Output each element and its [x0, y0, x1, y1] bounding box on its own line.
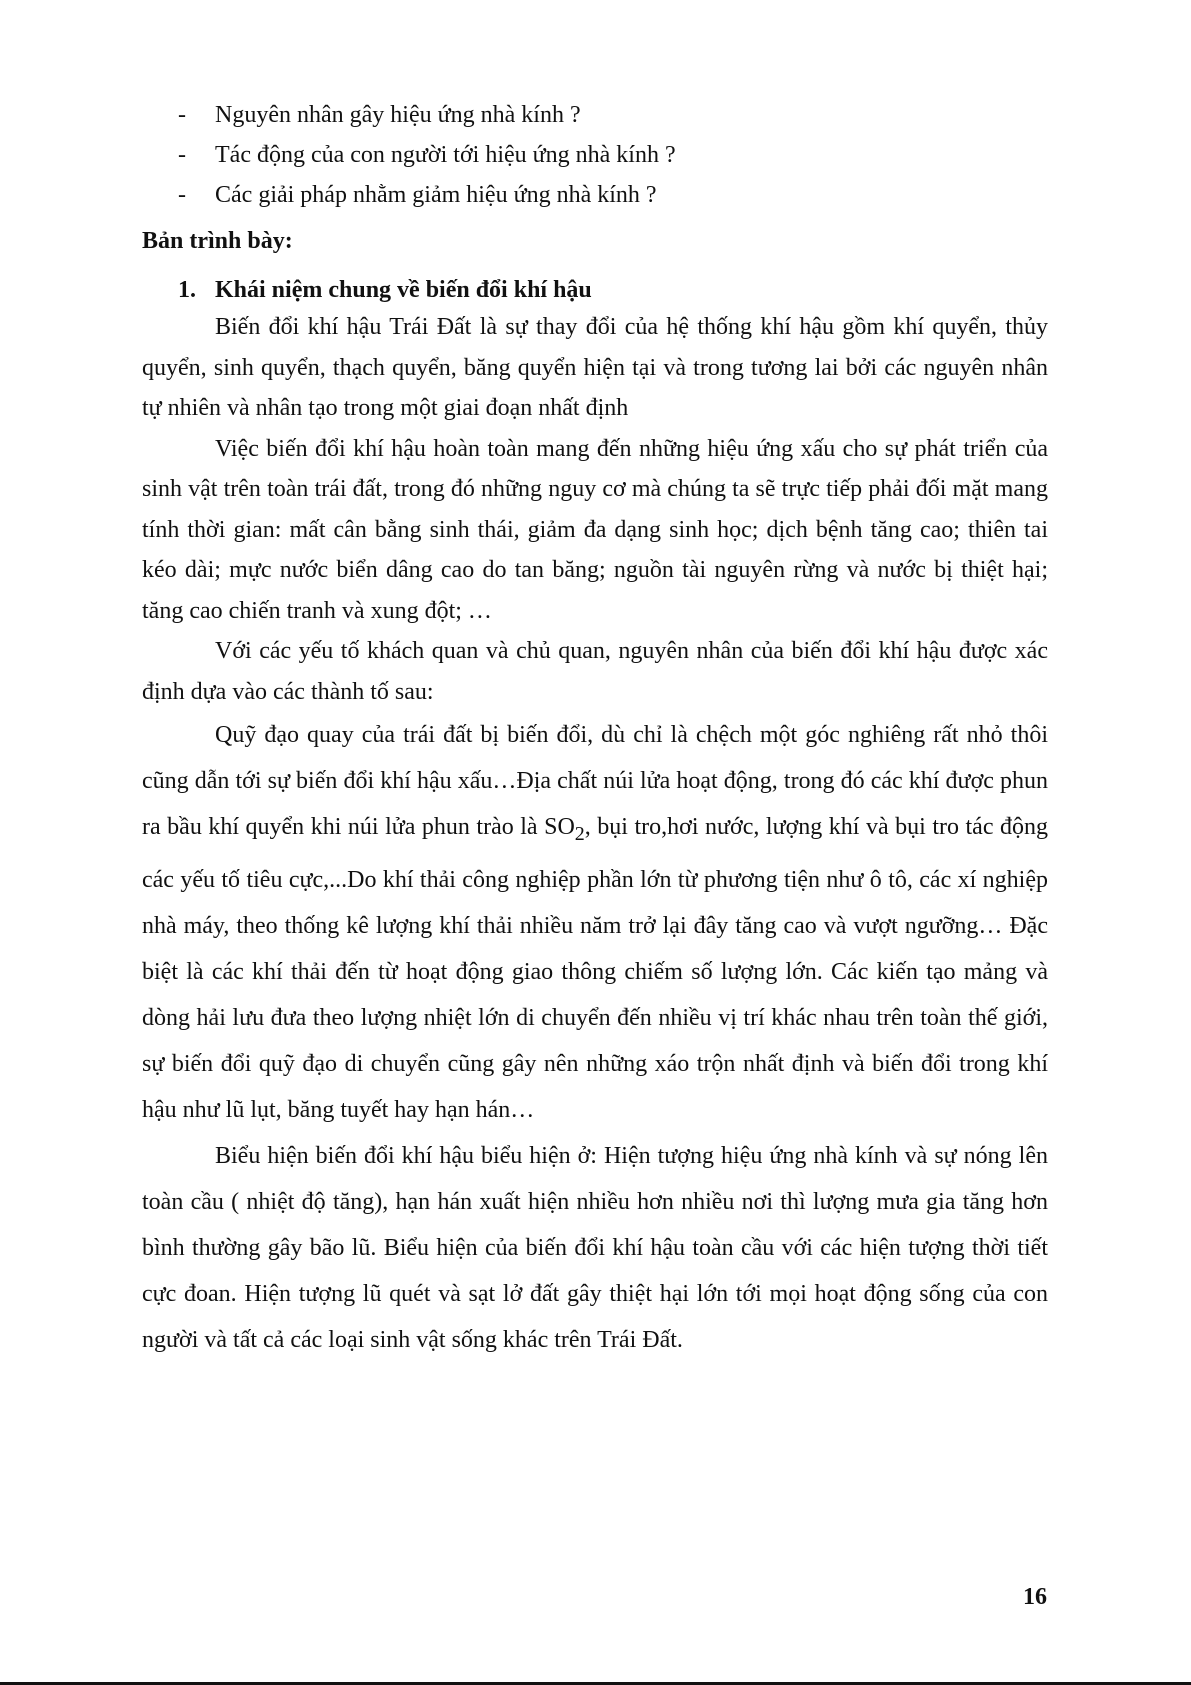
paragraph-effects: Việc biến đổi khí hậu hoàn toàn mang đến những hiệu ứng xấu cho sự phát triển của sinh vật trên toàn trái đất, trong đó những nguy cơ mà chúng ta sẽ trực tiếp phải đối mặt mang tính thời gian: mất cân bằng sinh thái, giảm đa dạng sinh học; dịch bệnh tăng cao; thiên tai kéo dài; mực nước biển dâng cao do tan băng; nguồn tài nguyên rừng và nước bị thiệt hại; tăng cao chiến tranh và xung đột; … [142, 435, 1048, 624]
section-heading [142, 273, 1048, 307]
bullet-dash: - [178, 182, 186, 208]
paragraph-causes-text-start: Quỹ đạo quay của trái đất bị biến đổi, dù chỉ là chệch một góc nghiêng rất nhỏ thôi cũng dẫn tới sự biến đổi khí hậu xấu…Địa chất núi lửa hoạt động, trong đó các khí được phun ra bầu khí quyển khi núi lửa phun trào là SO [142, 722, 1048, 840]
heading-title: Khái niệm chung về biến đổi khí hậu [215, 277, 592, 303]
list-item [142, 136, 1048, 176]
list-item [142, 176, 1048, 216]
page-content [142, 96, 1048, 1363]
page-number: 16 [1023, 1584, 1047, 1610]
paragraph-causes-text-end: , bụi tro,hơi nước, lượng khí và bụi tro tác động các yếu tố tiêu cực,...Do khí thải công nghiệp phần lớn từ phương tiện như ô tô, các xí nghiệp nhà máy, theo thống kê lượng khí thải nhiều năm trở lại đây tăng cao và vượt ngưỡng… Đặc biệt là các khí thải đến từ hoạt động giao thông chiếm số lượng lớn. Các kiến tạo mảng và dòng hải lưu đưa theo lượng nhiệt lớn di chuyển đến nhiều vị trí khác nhau trên toàn thế giới, sự biến đổi quỹ đạo di chuyển cũng gây nên những xáo trộn nhất định và biến đổi trong khí hậu như lũ lụt, băng tuyết hay hạn hán… [142, 814, 1048, 1123]
so2-subscript: 2 [574, 822, 585, 845]
paragraph-definition: Biến đổi khí hậu Trái Đất là sự thay đổi của hệ thống khí hậu gồm khí quyển, thủy quyển, sinh quyển, thạch quyển, băng quyển hiện tại và trong tương lai bởi các nguyên nhân tự nhiên và nhân tạo trong một giai đoạn nhất định [142, 314, 1048, 421]
list-item-text: Nguyên nhân gây hiệu ứng nhà kính ? [215, 102, 581, 128]
bullet-dash: - [178, 102, 186, 128]
bullet-dash: - [178, 142, 186, 168]
paragraph-manifestations: Biểu hiện biến đổi khí hậu biểu hiện ở: Hiện tượng hiệu ứng nhà kính và sự nóng lên toàn cầu ( nhiệt độ tăng), hạn hán xuất hiện nhiều hơn nhiều nơi thì lượng mưa gia tăng hơn bình thường gây bão lũ. Biểu hiện của biến đổi khí hậu toàn cầu với các hiện tượng thời tiết cực đoan. Hiện tượng lũ quét và sạt lở đất gây thiệt hại lớn tới mọi hoạt động sống của con người và tất cả các loại sinh vật sống khác trên Trái Đất. [142, 1142, 1048, 1353]
list-item-text: Tác động của con người tới hiệu ứng nhà kính ? [215, 142, 676, 168]
section-label: Bản trình bày: [142, 228, 293, 254]
paragraph-causes [142, 712, 1048, 1133]
question-list [142, 96, 1048, 216]
list-item-text: Các giải pháp nhằm giảm hiệu ứng nhà kính ? [215, 182, 657, 208]
heading-number: 1. [178, 277, 196, 303]
list-item [142, 96, 1048, 136]
paragraph-causes-intro: Với các yếu tố khách quan và chủ quan, nguyên nhân của biến đổi khí hậu được xác định dựa vào các thành tố sau: [142, 638, 1048, 705]
